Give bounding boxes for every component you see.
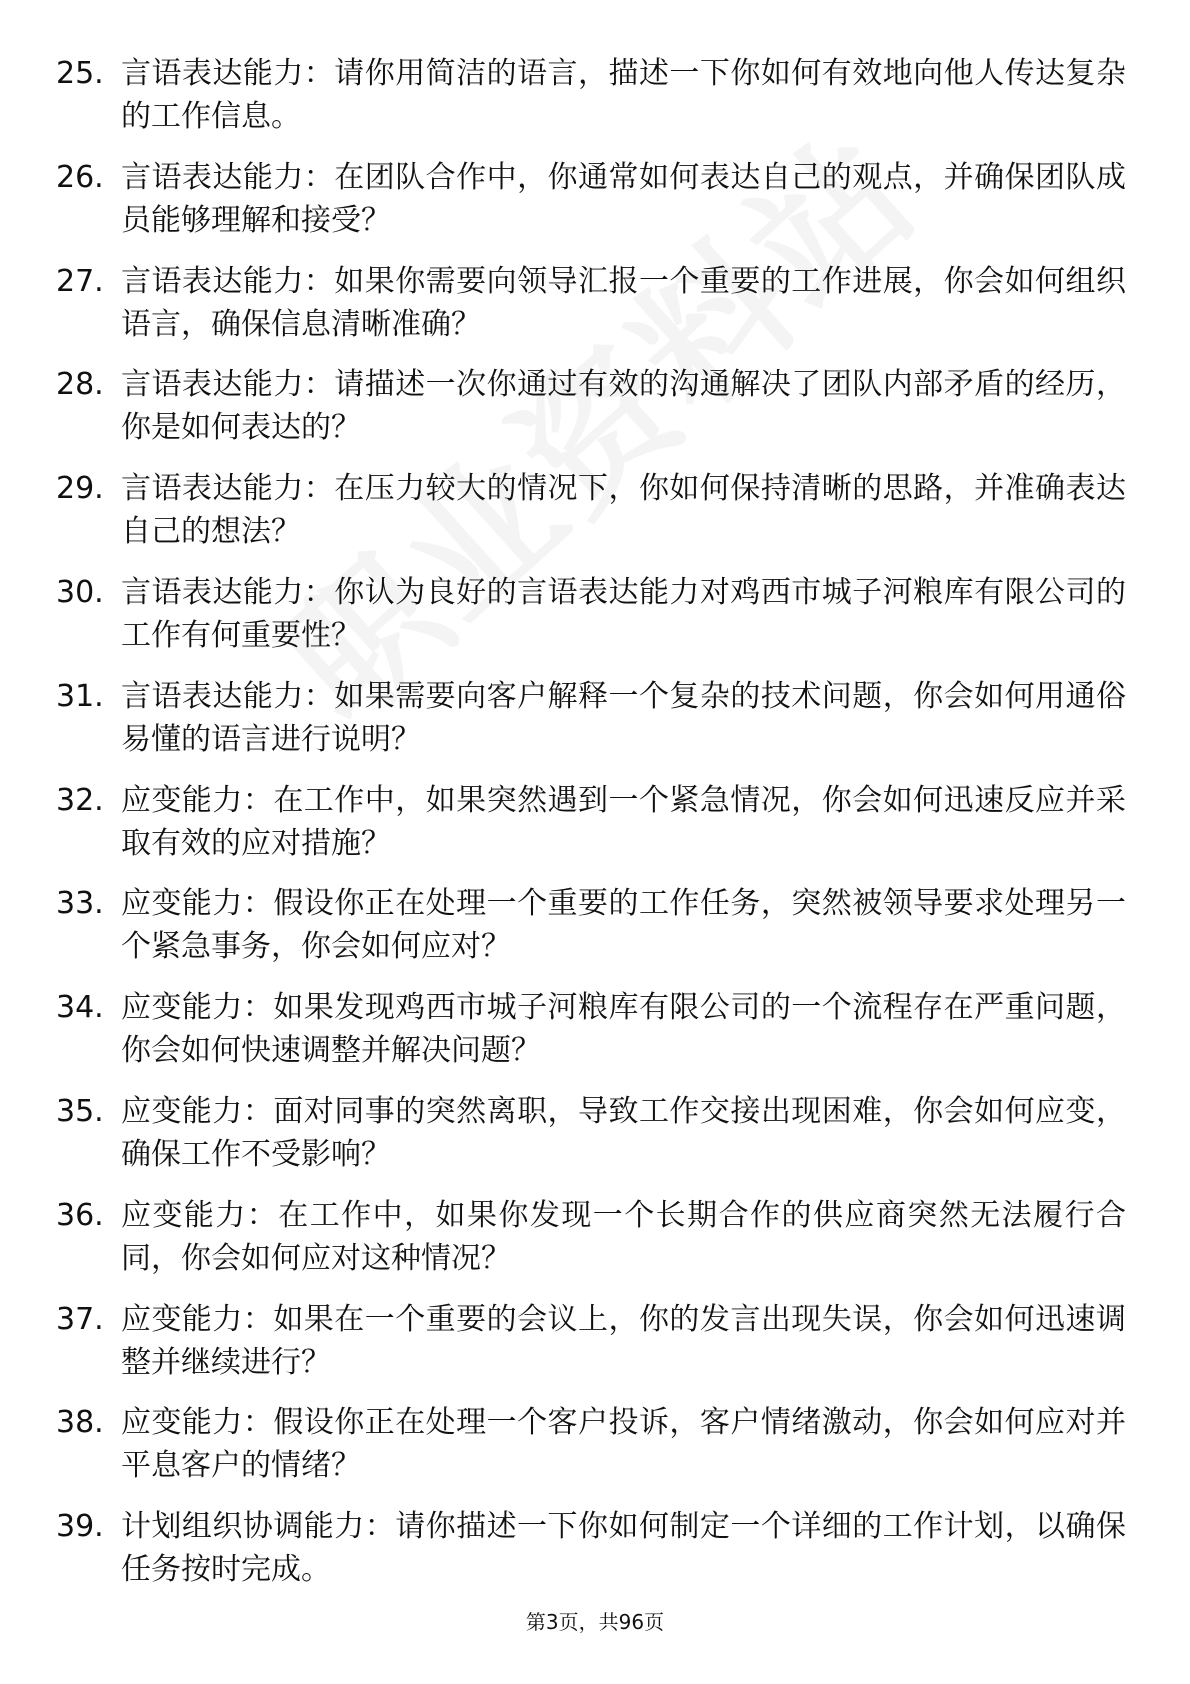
question-item [56, 156, 1126, 260]
question-item [56, 363, 1126, 467]
question-number: 35. [56, 1093, 104, 1129]
question-number: 28. [56, 367, 104, 403]
question-item [56, 1194, 1126, 1298]
question-item [56, 1505, 1126, 1609]
question-item [56, 1090, 1126, 1194]
question-item [56, 260, 1126, 364]
page-footer: 第3页，共96页 [525, 1610, 665, 1634]
question-number: 32. [56, 782, 104, 818]
question-text: 计划组织协调能力：请你描述一下你如何制定一个详细的工作计划，以确保任务按时完成。 [121, 1509, 1126, 1588]
question-text: 言语表达能力：你认为良好的言语表达能力对鸡西市城子河粮库有限公司的工作有何重要性？ [121, 574, 1126, 653]
question-number: 36. [56, 1197, 104, 1233]
question-text: 言语表达能力：请你用简洁的语言，描述一下你如何有效地向他人传达复杂的工作信息。 [121, 56, 1126, 134]
question-item [56, 52, 1126, 156]
question-number: 39. [56, 1509, 104, 1545]
question-text: 应变能力：在工作中，如果突然遇到一个紧急情况，你会如何迅速反应并采取有效的应对措施？ [121, 782, 1126, 861]
question-number: 37. [56, 1301, 104, 1337]
question-item [56, 1298, 1126, 1402]
question-item [56, 467, 1126, 571]
question-number: 33. [56, 886, 104, 922]
question-item [56, 1401, 1126, 1505]
question-item [56, 882, 1126, 986]
question-text: 应变能力：假设你正在处理一个客户投诉，客户情绪激动，你会如何应对并平息客户的情绪？ [121, 1405, 1126, 1484]
question-number: 25. [56, 56, 104, 91]
question-text: 应变能力：假设你正在处理一个重要的工作任务，突然被领导要求处理另一个紧急事务，你会如何应对？ [121, 886, 1126, 965]
question-text: 言语表达能力：如果需要向客户解释一个复杂的技术问题，你会如何用通俗易懂的语言进行说明？ [121, 678, 1126, 757]
question-list [56, 52, 1126, 1609]
question-number: 31. [56, 678, 104, 714]
question-text: 言语表达能力：如果你需要向领导汇报一个重要的工作进展，你会如何组织语言，确保信息清晰准确？ [121, 263, 1126, 342]
question-text: 应变能力：在工作中，如果你发现一个长期合作的供应商突然无法履行合同，你会如何应对这种情况？ [121, 1197, 1126, 1276]
question-item [56, 986, 1126, 1090]
question-number: 34. [56, 990, 104, 1026]
question-text: 应变能力：如果发现鸡西市城子河粮库有限公司的一个流程存在严重问题，你会如何快速调整并解决问题？ [121, 990, 1126, 1069]
question-item [56, 571, 1126, 675]
question-item [56, 779, 1126, 883]
question-number: 30. [56, 574, 104, 610]
question-number: 38. [56, 1405, 104, 1441]
question-number: 29. [56, 471, 104, 507]
question-item [56, 675, 1126, 779]
question-text: 言语表达能力：请描述一次你通过有效的沟通解决了团队内部矛盾的经历，你是如何表达的？ [121, 367, 1126, 446]
question-number: 27. [56, 263, 104, 299]
question-text: 言语表达能力：在压力较大的情况下，你如何保持清晰的思路，并准确表达自己的想法？ [121, 471, 1126, 550]
question-text: 言语表达能力：在团队合作中，你通常如何表达自己的观点，并确保团队成员能够理解和接受？ [121, 159, 1126, 238]
question-text: 应变能力：如果在一个重要的会议上，你的发言出现失误，你会如何迅速调整并继续进行？ [121, 1301, 1126, 1380]
question-number: 26. [56, 159, 104, 195]
question-text: 应变能力：面对同事的突然离职，导致工作交接出现困难，你会如何应变，确保工作不受影响？ [121, 1093, 1126, 1172]
